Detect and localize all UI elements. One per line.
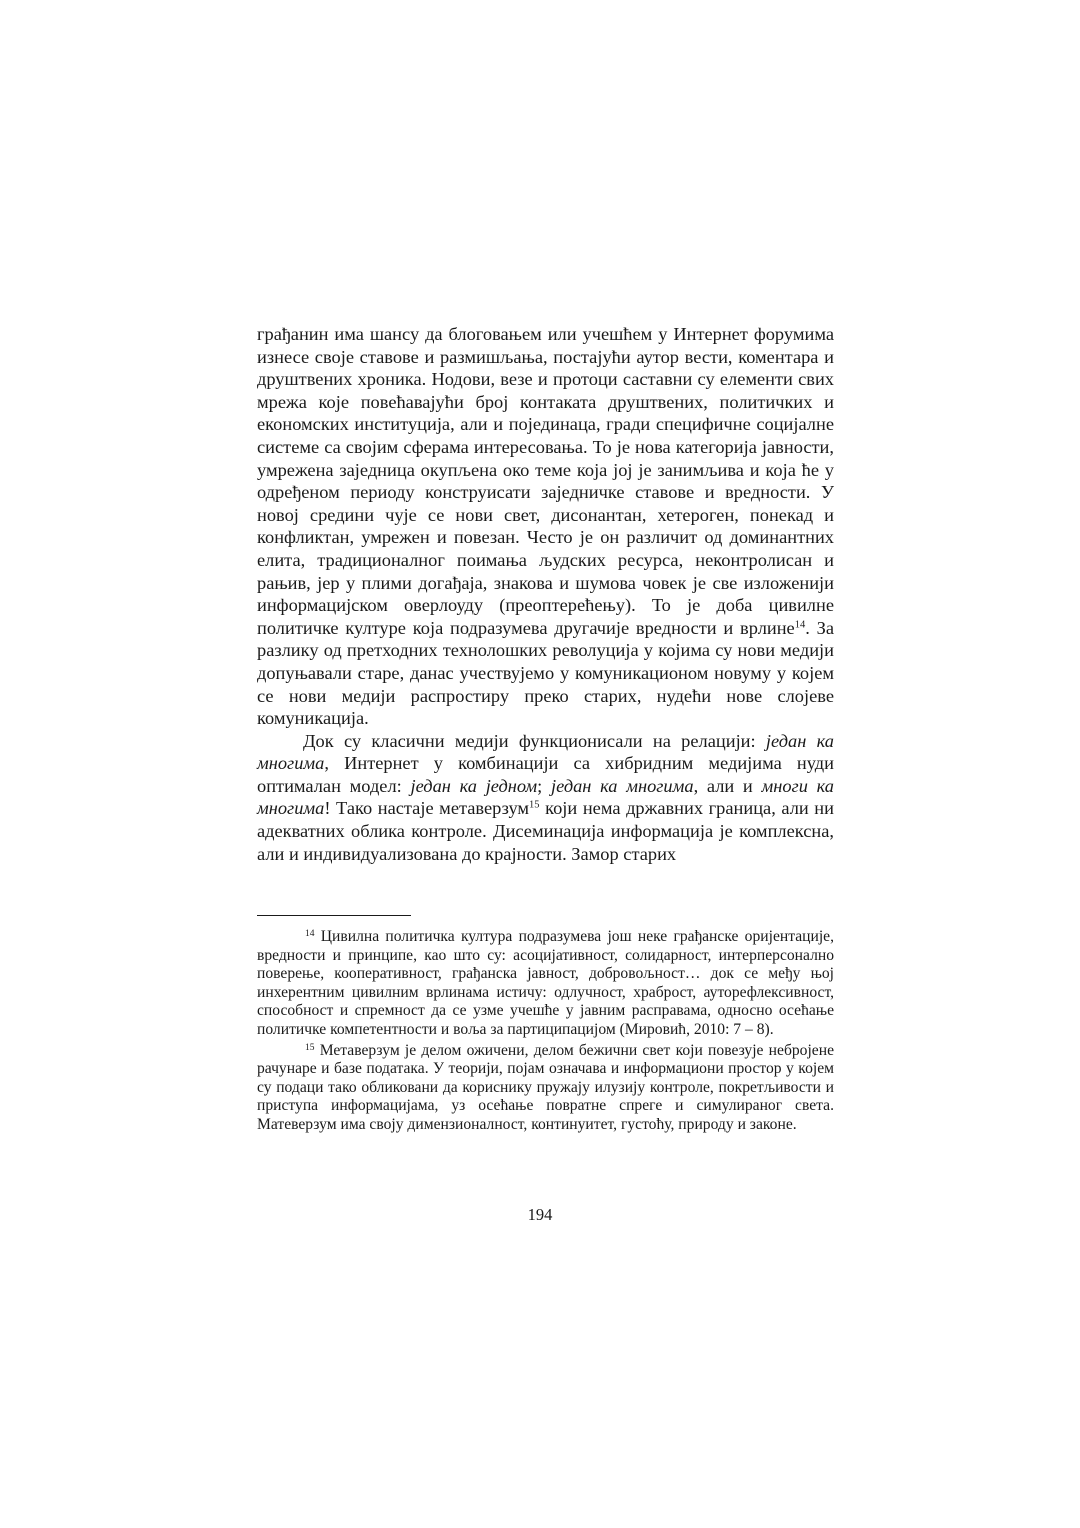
italic-phrase: један ка једном [410, 775, 538, 796]
paragraph-text: ! Тако настаје метаверзум [324, 798, 530, 819]
italic-phrase: многи ка многима [257, 775, 834, 819]
page-number: 194 [527, 1205, 553, 1224]
paragraph-text: , Интернет у комбинацији са хибридним медијима нуди оптималан модел: [257, 753, 834, 796]
footnote-separator [257, 915, 411, 916]
paragraph-text: грађанин има шансу да блоговањем или учешћем у Интернет форумима изнесе своје ставове и размишљања, постајући аутор вести, коментара и друштвених хроника. Нодови, везе и протоци саставни су елементи свих мрежа које повећавајући број контаката друштвених, политичких и економских институција, али и појединаца, гради специфичне социјалне системе са својим сферама интересовања. То је нова категорија јавности, умрежена заједница окупљена око теме која јој је занимљива и која ће у одређеном периоду конструисати заједничке ставове и вредности. У новој средини чује се нови свет, дисонантан, хетероген, понекад и конфликтан, умрежен и повезан. Често је он различит од доминантних елита, традиционалног поимања људских ресурса, неконтролисан и рањив, јер у плими догађаја, знакова и шумова човек је све изложенији информацијском оверлоуду (преоптерећењу). То је доба цивилне политичке културе која подразумева другачије вредности и врлине [257, 324, 834, 638]
footnote-text: Метаверзум је делом ожичени, делом бежични свет који повезује небројене рачунаре и базе података. У теорији, појам означава и информациони простор у којем су подаци тако обликовани да кориснику пружају илузију контроле, покретљивости и приступа информацијама, уз осећање повратне спреге и симулираног света. Матеверзум има своју димензионалност, континуитет, густоћу, природу и законе. [257, 1041, 834, 1133]
italic-phrase: један ка многима [257, 730, 834, 774]
paragraph-text: који нема државних граница, али ни адекватних облика контроле. Дисеминација информација је комплексна, али и индивидуализована до крајности. Замор старих [257, 798, 834, 864]
italic-phrase: један ка многима [551, 775, 694, 796]
paragraph-text: Док су класични медији функционисали на релацији: [303, 730, 766, 751]
paragraph-text: ; [537, 775, 551, 796]
footnote [257, 928, 834, 1040]
paragraph [257, 323, 834, 730]
footnote-number: 14 [305, 928, 315, 939]
footnotes [257, 928, 834, 1135]
paragraph-text: . За разлику од претходних технолошких револуција у којима су нови медији допуњавали старе, данас учествујемо у комуникационом новуму у којем се нови медији распростиру преко старих, нудећи нове слојеве комуникација. [257, 617, 834, 729]
footnote-reference: 14 [794, 619, 806, 631]
footnote-reference: 15 [529, 800, 540, 812]
paragraph [257, 730, 834, 866]
footnote-text: Цивилна политичка култура подразумева још неке грађанске оријентације, вредности и принципе, као што су: асоцијативност, солидарност, интерперсонално поверење, кооперативност, грађанска јавност, добровољност… док се међу њој инхерентним цивилним врлинама истичу: одлучност, храброст, ауторефлексивност, способност и спремност да се узме учешће у јавним расправама, односно осећање политичке компетентности и воља за партиципацијом (Мировић, 2010: 7 – 8). [257, 928, 834, 1038]
footnote-number: 15 [305, 1042, 315, 1053]
footnote [257, 1042, 834, 1135]
main-text [257, 323, 834, 865]
paragraph-text: , али и [693, 775, 762, 796]
